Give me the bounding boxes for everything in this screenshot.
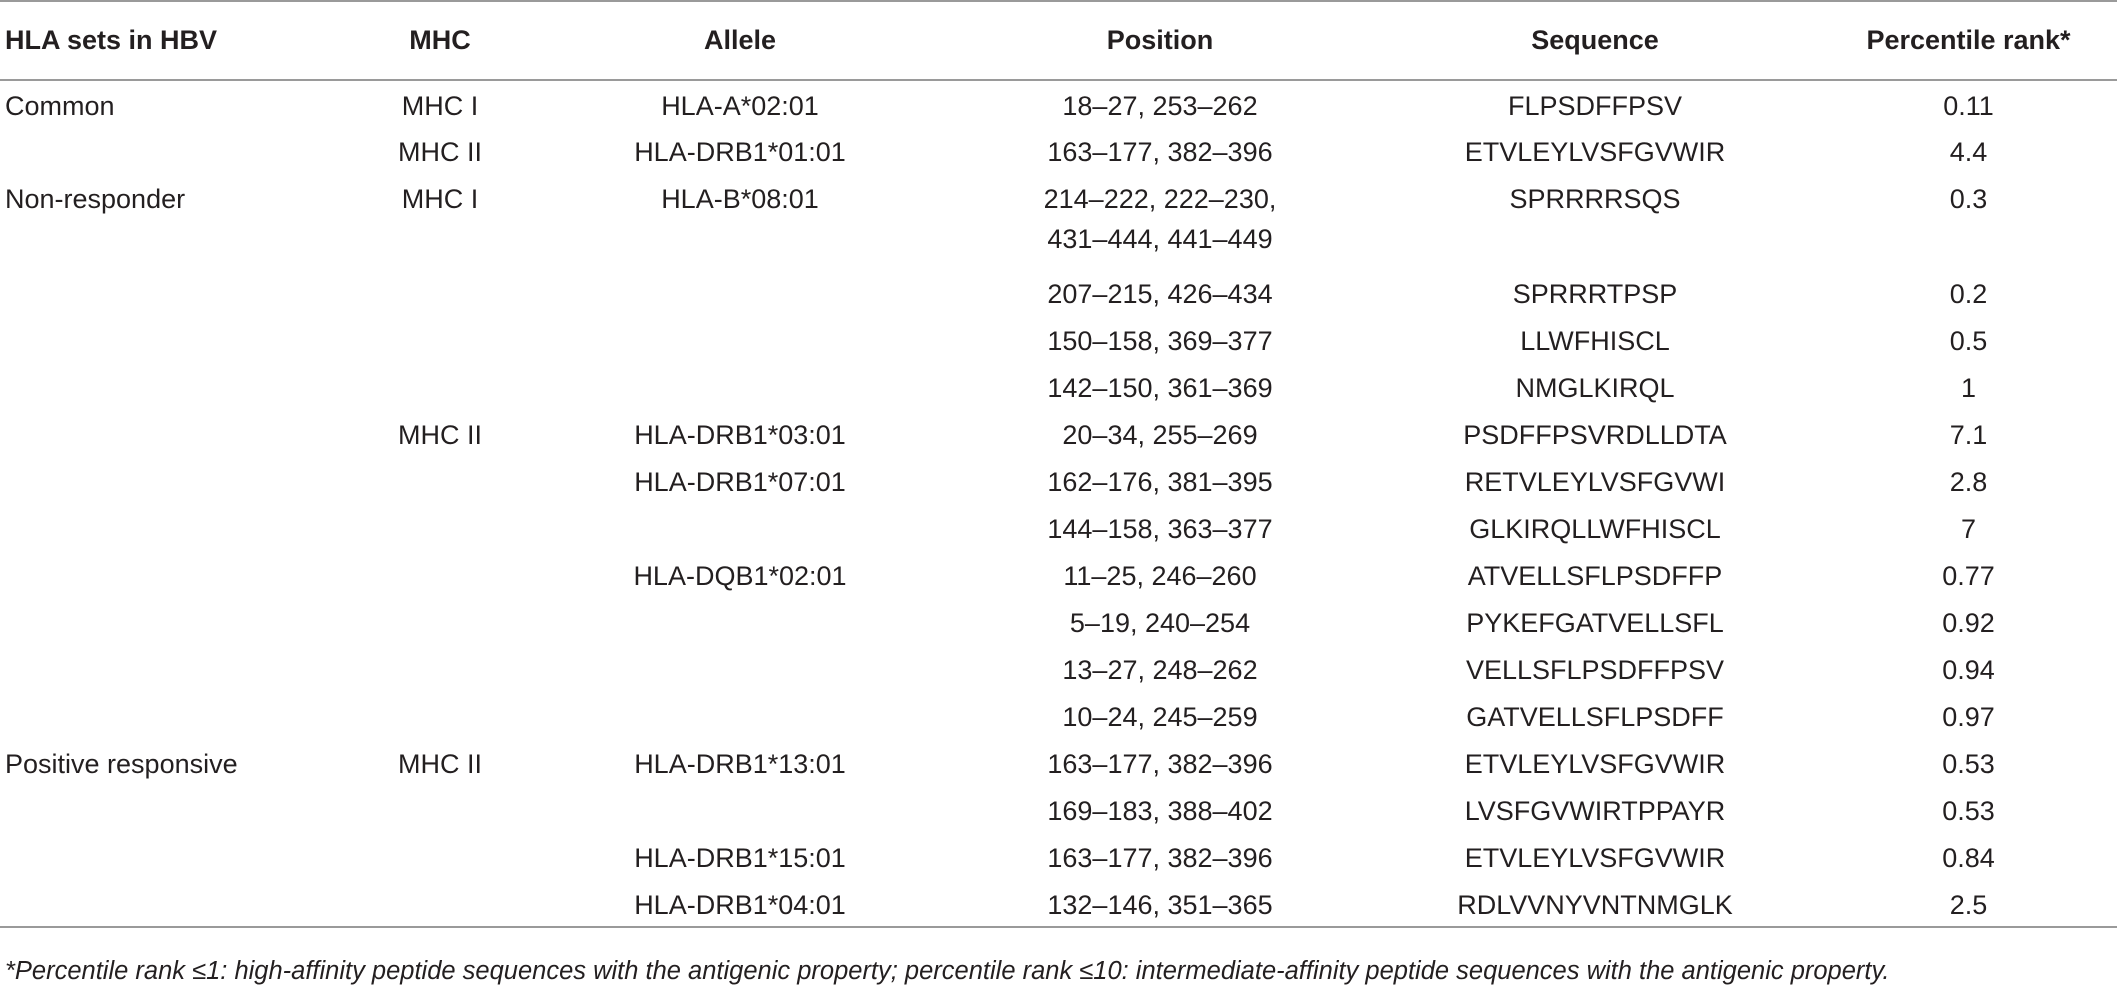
cell-position: 18–27, 253–262 <box>1062 91 1258 121</box>
cell-allele: HLA-DQB1*02:01 <box>633 561 847 591</box>
header-position: Position <box>950 1 1370 80</box>
table-row <box>0 174 2117 269</box>
cell-hla-set <box>0 645 350 692</box>
cell-sequence: ETVLEYLVSFGVWIR <box>1464 137 1726 167</box>
cell-mhc: MHC I <box>401 184 479 214</box>
cell-sequence: ETVLEYLVSFGVWIR <box>1464 749 1726 779</box>
table-body <box>0 80 2117 927</box>
cell-rank: 4.4 <box>1949 137 1988 167</box>
table-row <box>0 127 2117 174</box>
table-row <box>0 410 2117 457</box>
cell-sequence: GATVELLSFLPSDFF <box>1466 702 1724 732</box>
cell-position: 5–19, 240–254 <box>1069 608 1251 638</box>
cell-mhc <box>350 880 530 927</box>
cell-position: 162–176, 381–395 <box>1047 467 1273 497</box>
cell-sequence: PYKEFGATVELLSFL <box>1466 608 1724 638</box>
table-row <box>0 316 2117 363</box>
cell-rank: 0.53 <box>1942 749 1995 779</box>
cell-hla-set <box>0 269 350 316</box>
cell-rank: 7.1 <box>1949 420 1988 450</box>
cell-allele: HLA-DRB1*04:01 <box>530 880 950 927</box>
cell-hla-set <box>0 410 350 457</box>
cell-position: 10–24, 245–259 <box>1062 702 1258 732</box>
cell-mhc: MHC II <box>398 137 482 167</box>
cell-sequence: GLKIRQLLWFHISCL <box>1469 514 1721 544</box>
table-row <box>0 598 2117 645</box>
cell-rank: 0.3 <box>1949 184 1988 214</box>
header-hla-sets: HLA sets in HBV <box>0 1 350 80</box>
cell-rank: 0.77 <box>1942 561 1995 591</box>
cell-mhc: MHC II <box>398 420 482 450</box>
cell-rank: 2.5 <box>1820 880 2117 927</box>
table-row <box>0 833 2117 880</box>
cell-mhc <box>350 269 530 316</box>
cell-mhc: MHC II <box>398 749 482 779</box>
cell-allele <box>530 363 950 410</box>
cell-position: 150–158, 369–377 <box>1047 326 1273 356</box>
cell-allele <box>530 598 950 645</box>
cell-hla-set: Positive responsive <box>5 749 238 779</box>
table-row <box>0 504 2117 551</box>
cell-position: 207–215, 426–434 <box>1047 279 1273 309</box>
cell-hla-set: Non-responder <box>5 184 186 214</box>
header-percentile-rank: Percentile rank* <box>1820 1 2117 80</box>
cell-allele: HLA-DRB1*07:01 <box>634 467 846 497</box>
cell-position: 163–177, 382–396 <box>1047 137 1273 167</box>
cell-allele <box>530 692 950 739</box>
cell-hla-set <box>0 127 350 174</box>
header-mhc: MHC <box>350 1 530 80</box>
cell-sequence: PSDFFPSVRDLLDTA <box>1463 420 1727 450</box>
table-row <box>0 739 2117 786</box>
table-row <box>0 880 2117 927</box>
table-row <box>0 645 2117 692</box>
cell-position: 132–146, 351–365 <box>950 880 1370 927</box>
cell-hla-set: Common <box>5 91 115 121</box>
cell-allele: HLA-DRB1*03:01 <box>634 420 846 450</box>
header-row <box>0 1 2117 80</box>
table-row <box>0 80 2117 127</box>
cell-allele <box>530 645 950 692</box>
cell-mhc <box>350 504 530 551</box>
table-row <box>0 692 2117 739</box>
cell-sequence: FLPSDFFPSV <box>1507 91 1683 121</box>
cell-position: 142–150, 361–369 <box>1047 373 1273 403</box>
cell-rank: 0.2 <box>1949 279 1988 309</box>
cell-allele: HLA-DRB1*15:01 <box>634 843 846 873</box>
cell-position: 13–27, 248–262 <box>1062 655 1258 685</box>
cell-sequence: SPRRRRSQS <box>1509 184 1681 214</box>
cell-allele: HLA-A*02:01 <box>661 91 819 121</box>
table-row <box>0 457 2117 504</box>
cell-hla-set <box>0 551 350 598</box>
cell-sequence: ETVLEYLVSFGVWIR <box>1464 843 1726 873</box>
cell-rank: 0.11 <box>1943 91 1994 121</box>
cell-mhc <box>350 645 530 692</box>
cell-sequence: VELLSFLPSDFFPSV <box>1465 655 1725 685</box>
header-sequence: Sequence <box>1370 1 1820 80</box>
cell-mhc <box>350 833 530 880</box>
cell-sequence: NMGLKIRQL <box>1515 373 1675 403</box>
cell-sequence: LVSFGVWIRTPPAYR <box>1464 796 1726 826</box>
cell-rank: 0.53 <box>1942 796 1995 826</box>
position-line: 431–444, 441–449 <box>1047 224 1273 254</box>
cell-rank: 0.5 <box>1949 326 1988 356</box>
table-row <box>0 269 2117 316</box>
cell-hla-set <box>0 504 350 551</box>
cell-rank: 0.97 <box>1942 702 1995 732</box>
cell-mhc <box>350 363 530 410</box>
cell-hla-set <box>0 833 350 880</box>
cell-allele <box>530 269 950 316</box>
cell-rank: 0.92 <box>1942 608 1995 638</box>
table-footnote: *Percentile rank ≤1: high-affinity peptide sequences with the antigenic property; percentile rank ≤10: intermediate-affinity peptide sequences with the antigenic property. <box>5 957 1890 985</box>
cell-allele: HLA-B*08:01 <box>661 184 819 214</box>
cell-allele <box>530 786 950 833</box>
cell-position <box>950 174 1370 269</box>
cell-position: 163–177, 382–396 <box>1047 749 1273 779</box>
cell-allele <box>530 504 950 551</box>
cell-allele: HLA-DRB1*13:01 <box>634 749 846 779</box>
cell-mhc <box>350 786 530 833</box>
cell-hla-set <box>0 363 350 410</box>
cell-hla-set <box>0 598 350 645</box>
cell-hla-set <box>0 316 350 363</box>
cell-allele <box>530 316 950 363</box>
cell-sequence: ATVELLSFLPSDFFP <box>1467 561 1723 591</box>
cell-mhc <box>350 692 530 739</box>
cell-position: 20–34, 255–269 <box>1062 420 1258 450</box>
cell-mhc <box>350 598 530 645</box>
cell-position: 169–183, 388–402 <box>1047 796 1273 826</box>
cell-sequence: RDLVVNYVNTNMGLK <box>1370 880 1820 927</box>
cell-mhc: MHC I <box>401 91 479 121</box>
table-row <box>0 551 2117 598</box>
cell-hla-set <box>0 880 350 927</box>
cell-mhc <box>350 316 530 363</box>
cell-rank: 0.94 <box>1942 655 1995 685</box>
cell-hla-set <box>0 457 350 504</box>
cell-position: 144–158, 363–377 <box>1047 514 1273 544</box>
table-row <box>0 786 2117 833</box>
position-line: 214–222, 222–230, <box>1043 184 1277 214</box>
cell-mhc <box>350 551 530 598</box>
cell-rank: 7 <box>1960 514 1977 544</box>
cell-hla-set <box>0 692 350 739</box>
cell-sequence: SPRRRTPSP <box>1512 279 1678 309</box>
cell-allele: HLA-DRB1*01:01 <box>634 137 846 167</box>
cell-position: 11–25, 246–260 <box>1063 561 1257 591</box>
cell-sequence: RETVLEYLVSFGVWI <box>1464 467 1726 497</box>
cell-rank: 0.84 <box>1942 843 1995 873</box>
table-row <box>0 363 2117 410</box>
cell-position: 163–177, 382–396 <box>1047 843 1273 873</box>
cell-hla-set <box>0 786 350 833</box>
cell-rank: 2.8 <box>1949 467 1988 497</box>
table-header <box>0 1 2117 80</box>
cell-mhc <box>350 457 530 504</box>
cell-sequence: LLWFHISCL <box>1520 326 1670 356</box>
header-allele: Allele <box>530 1 950 80</box>
cell-rank: 1 <box>1960 373 1977 403</box>
